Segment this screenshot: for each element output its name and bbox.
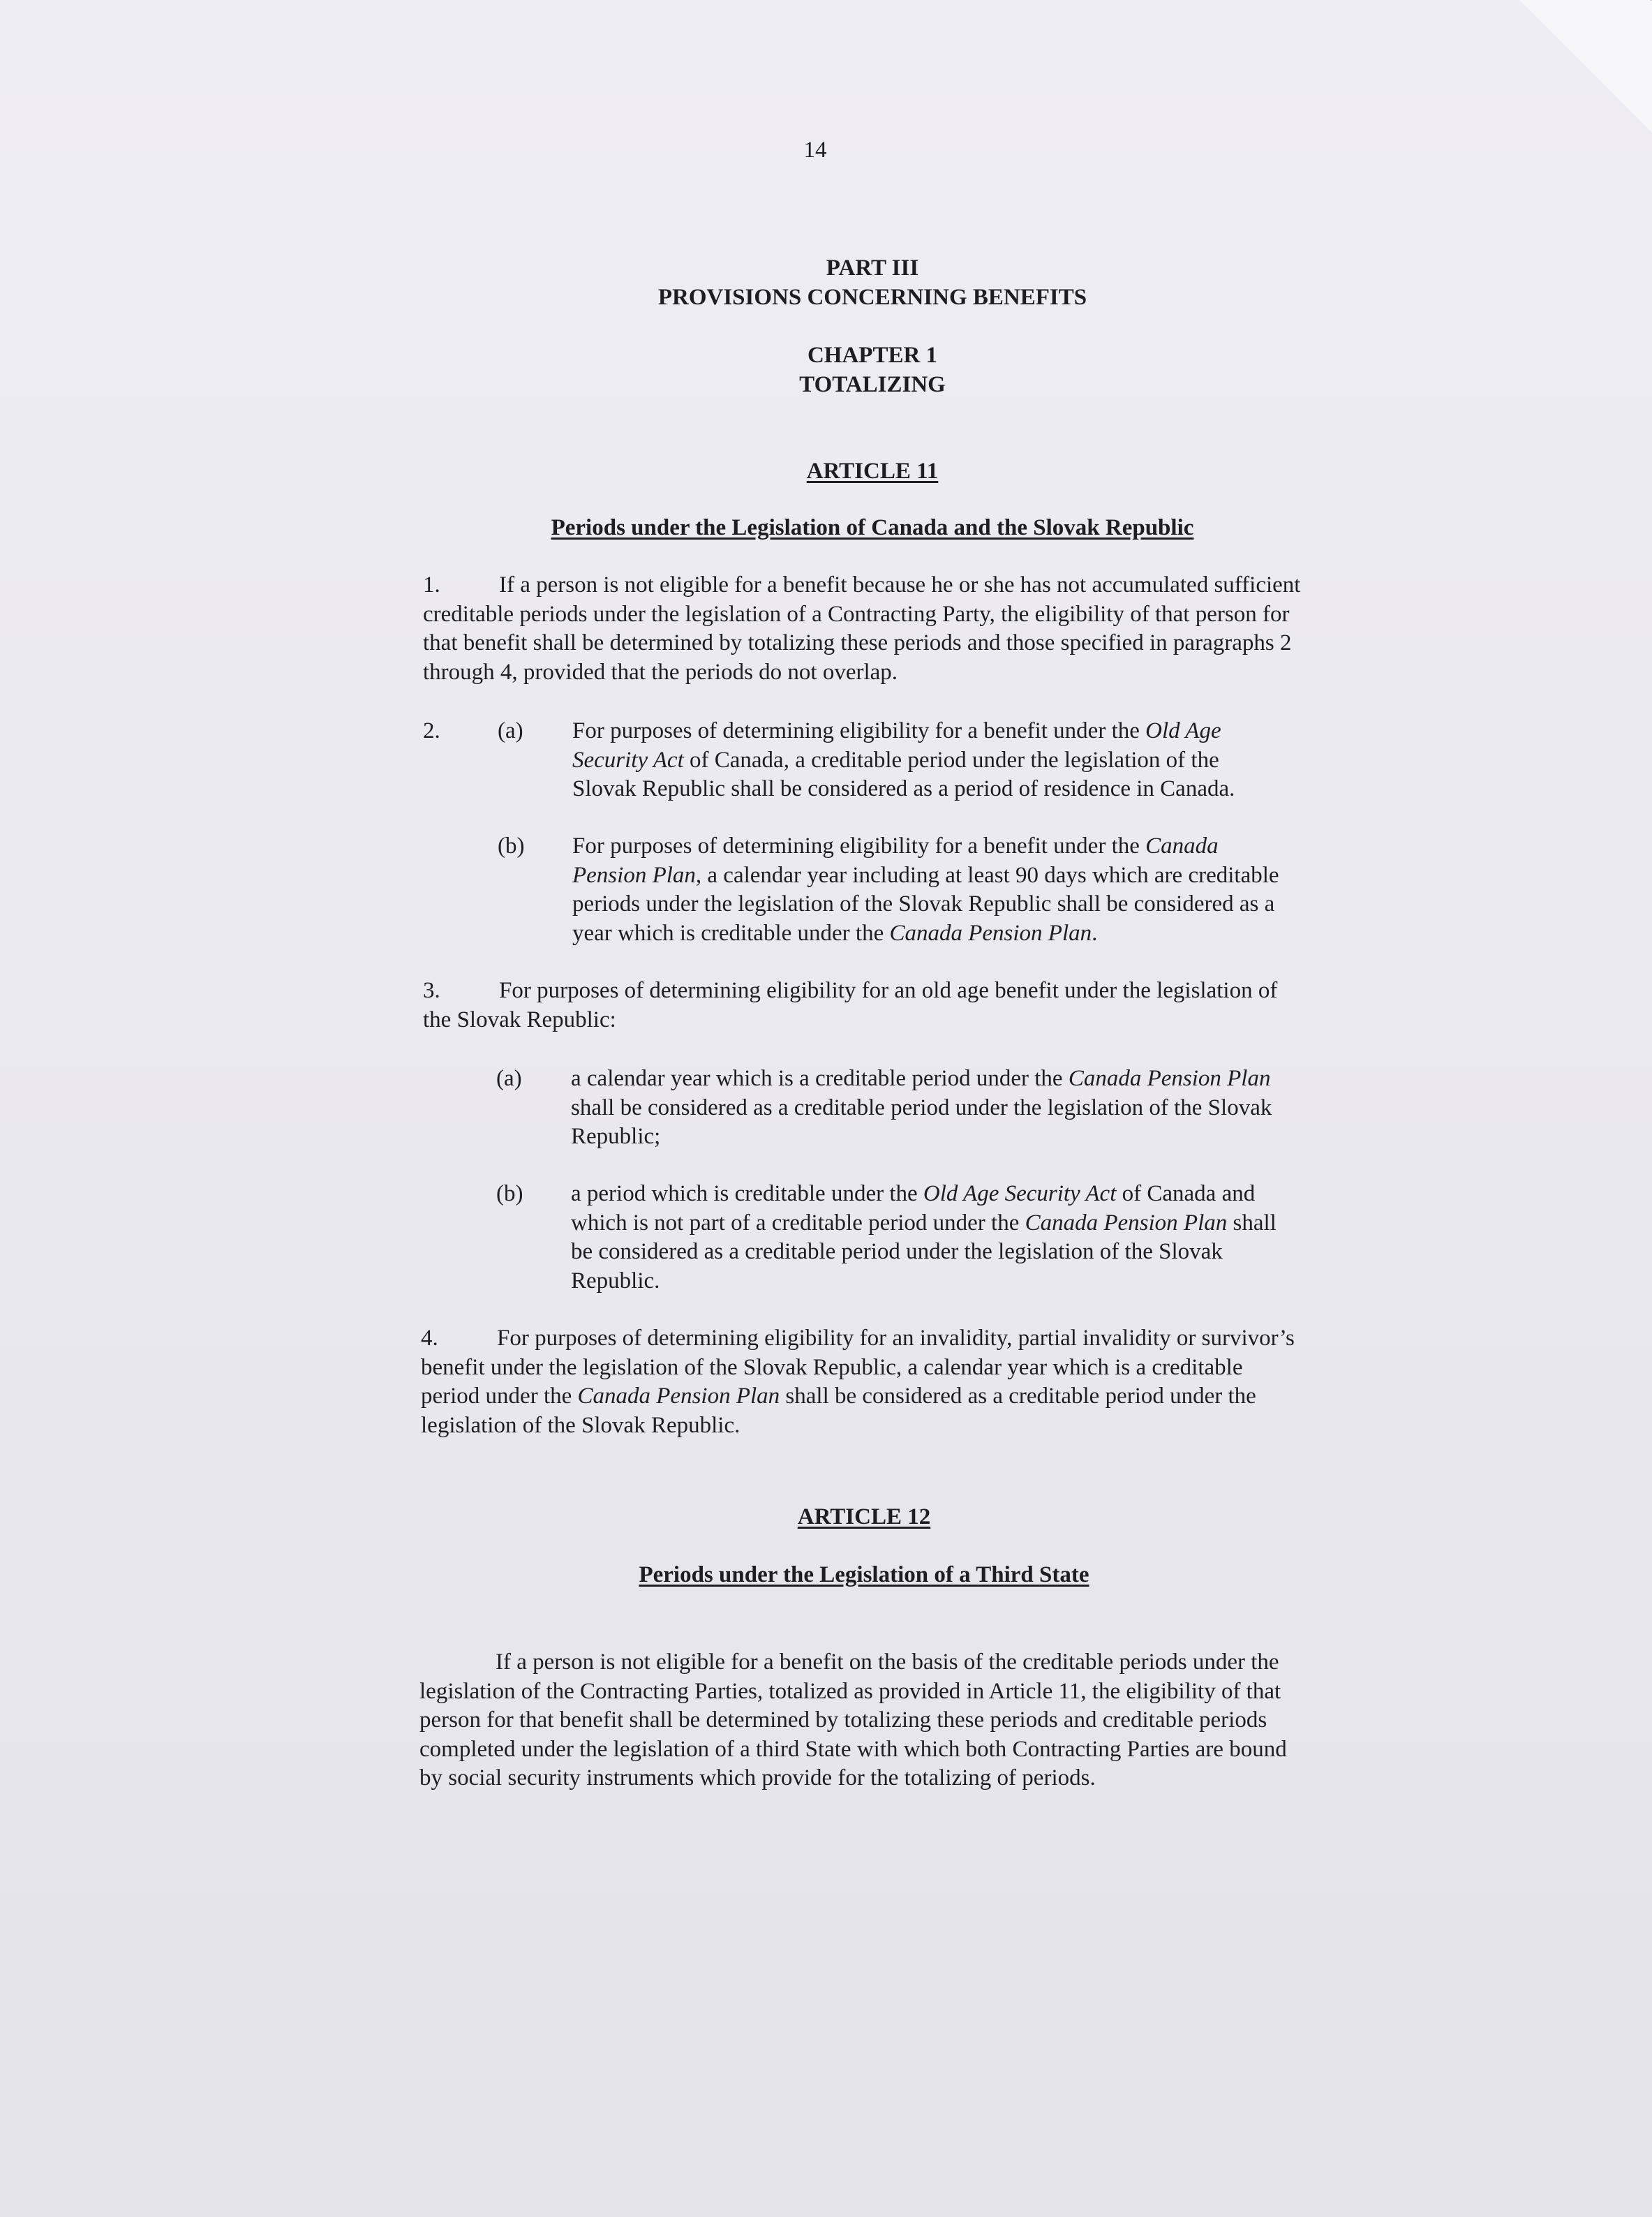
- article-11-paragraph-3a-text: a calendar year which is a creditable period under the Canada Pension Plan shall be considered as a creditable period under the legislation of the Slovak Republic;: [571, 1066, 1272, 1149]
- article-12-paragraph: [419, 1648, 1306, 1793]
- article-11-paragraph-2a-text: For purposes of determining eligibility for a benefit under the Old Age Security Act of Canada, a creditable period under the legislation of the Slovak Republic shall be considered as a period of residence in Canada.: [572, 718, 1235, 801]
- act-name: Old Age Security Act: [923, 1181, 1117, 1206]
- chapter-heading: [489, 341, 1256, 399]
- paragraph-number: 4.: [421, 1326, 438, 1351]
- article-11-paragraph-3: [423, 977, 1309, 1035]
- article-11-paragraph-4: 4. For purposes of determining eligibility for an invalidity, partial invalidity or survivor’s benefit under the legislation of the Slovak Republic, a calendar year which is a creditable period under the Canada Pension Plan shall be considered as a creditable period under the legislation of the Slovak Republic.: [421, 1326, 1295, 1438]
- article-11-paragraph-3b-label: (b): [496, 1181, 523, 1206]
- paragraph-text: If a person is not eligible for a benefit because he or she has not accumulated sufficient creditable periods under the legislation of a Contracting Party, the eligibility of that person for that benefit shall be determined by totalizing these periods and those specified in paragraphs 2 through 4, provided that the periods do not overlap.: [423, 572, 1301, 685]
- chapter-title: CHAPTER 1: [807, 343, 938, 368]
- part-subtitle: PROVISIONS CONCERNING BENEFITS: [657, 284, 1087, 310]
- article-11-paragraph-2-number: 2.: [423, 718, 440, 743]
- part-title: PART III: [826, 255, 919, 281]
- article-11-paragraph-2b-text: For purposes of determining eligibility for a benefit under the Canada Pension Plan, a calendar year including at least 90 days which are creditable periods under the legislation of the Slovak Republic shall be considered as a year which is creditable under the Canada Pension Plan.: [572, 833, 1279, 946]
- article-11-paragraph-1: [423, 571, 1309, 687]
- article-11-paragraph-3a-label: (a): [496, 1066, 522, 1091]
- paragraph-number: 3.: [423, 978, 440, 1003]
- plan-name: Canada Pension Plan: [889, 920, 1092, 946]
- paragraph-text: If a person is not eligible for a benefit on the basis of the creditable periods under the legislation of the Contracting Parties, totalized as provided in Article 11, the eligibility of that person for that benefit shall be determined by totalizing these periods and creditable periods completed under the legislation of a third State with which both Contracting Parties are bound by social security instruments which provide for the totalizing of periods.: [419, 1649, 1287, 1790]
- plan-name: Canada Pension Plan: [1025, 1210, 1228, 1236]
- plan-name: Canada Pension Plan: [1068, 1066, 1271, 1091]
- article-11-paragraph-3b-text: a period which is creditable under the Old Age Security Act of Canada and which is not part of a creditable period under the Canada Pension Plan shall be considered as a creditable period under the legislation of the Slovak Republic.: [571, 1181, 1277, 1293]
- paragraph-number: 1.: [423, 572, 440, 598]
- plan-name: Canada Pension Plan: [577, 1384, 780, 1409]
- act-name: Old Age Security Act: [572, 718, 1221, 773]
- article-12-heading: ARTICLE 12: [797, 1504, 931, 1529]
- plan-name: Canada Pension Plan: [572, 833, 1219, 888]
- article-12-subheading: Periods under the Legislation of a Third State: [639, 1562, 1089, 1587]
- article-11-paragraph-2b-label: (b): [498, 833, 525, 859]
- paragraph-text: For purposes of determining eligibility for an old age benefit under the legislation of the Slovak Republic:: [423, 978, 1278, 1032]
- article-11-heading: ARTICLE 11: [806, 459, 939, 484]
- article-11-subheading: Periods under the Legislation of Canada and the Slovak Republic: [551, 515, 1194, 540]
- page-number: 14: [803, 138, 827, 163]
- chapter-subtitle: TOTALIZING: [799, 371, 946, 397]
- part-heading: [489, 254, 1256, 312]
- article-11-paragraph-2a-label: (a): [498, 718, 523, 743]
- page-fold-corner: [1519, 0, 1652, 133]
